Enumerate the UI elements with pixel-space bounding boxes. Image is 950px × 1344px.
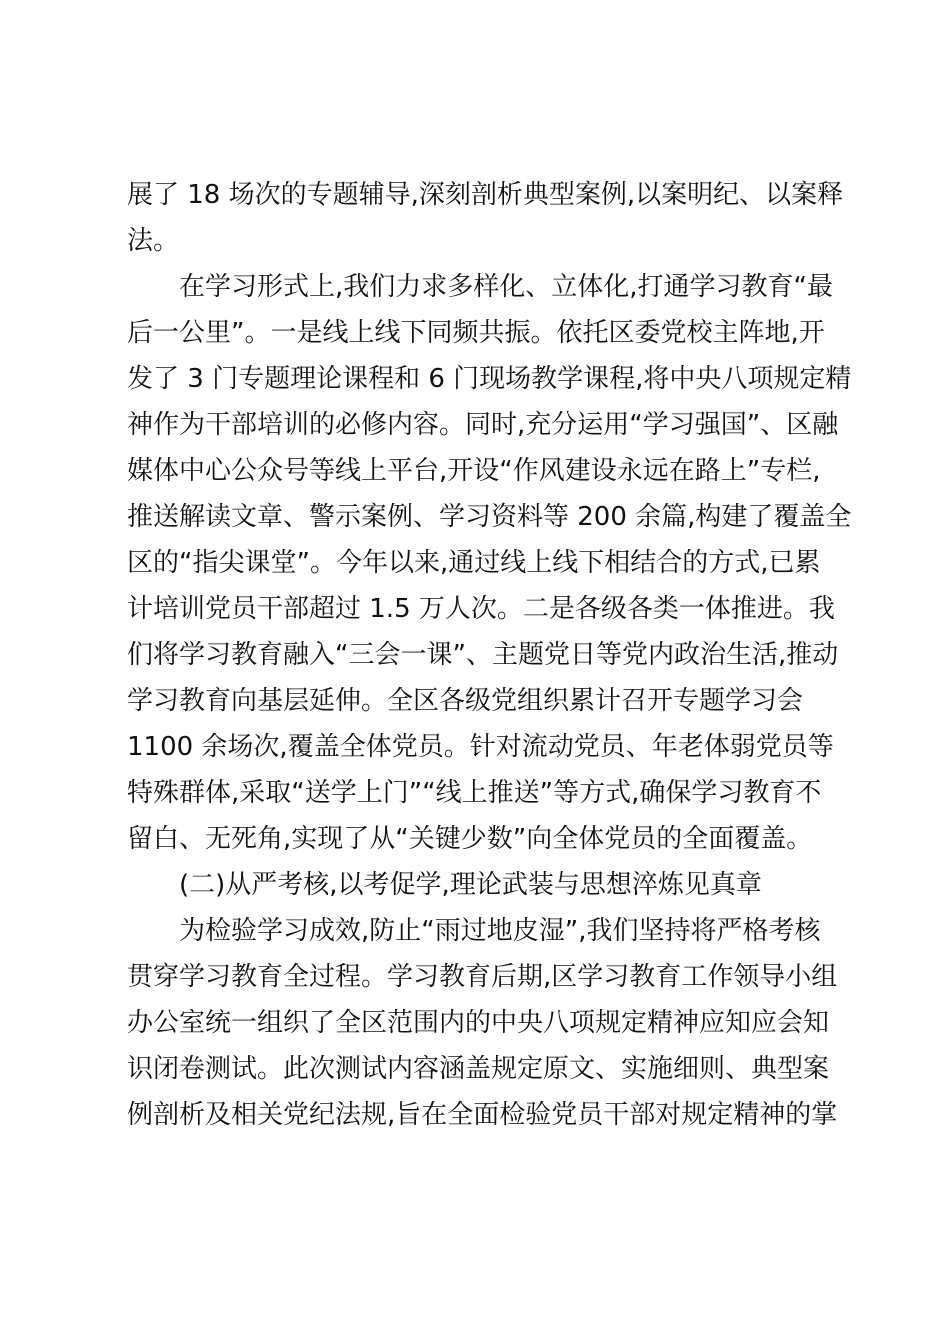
text-line: 后一公里”。一是线上线下同频共振。依托区委党校主阵地,开: [127, 318, 825, 348]
text-line: 留白、无死角,实现了从“关键少数”向全体党员的全面覆盖。: [127, 824, 813, 854]
text-line: 们将学习教育融入“三会一课”、主题党日等党内政治生活,推动: [127, 640, 839, 670]
text-line: 特殊群体,采取“送学上门”“线上推送”等方式,确保学习教育不: [127, 778, 822, 808]
text-line: 发了 3 门专题理论课程和 6 门现场教学课程,将中央八项规定精: [127, 364, 852, 394]
text-line: 在学习形式上,我们力求多样化、立体化,打通学习教育“最: [179, 272, 833, 302]
text-line: 神作为干部培训的必修内容。同时,充分运用“学习强国”、区融: [127, 410, 839, 440]
text-line: 贯穿学习教育全过程。学习教育后期,区学习教育工作领导小组: [127, 962, 838, 992]
text-line: 法。: [127, 226, 180, 256]
text-line: 展了 18 场次的专题辅导,深刻剖析典型案例,以案明纪、以案释: [127, 180, 844, 210]
text-line: 学习教育向基层延伸。全区各级党组织累计召开专题学习会: [127, 686, 804, 716]
document-body: [127, 172, 852, 1138]
text-line: 识闭卷测试。此次测试内容涵盖规定原文、实施细则、典型案: [127, 1054, 830, 1084]
text-line: 区的“指尖课堂”。今年以来,通过线上线下相结合的方式,已累: [127, 548, 821, 578]
text-line: 为检验学习成效,防止“雨过地皮湿”,我们坚持将严格考核: [179, 916, 821, 946]
text-line: 1100 余场次,覆盖全体党员。针对流动党员、年老体弱党员等: [127, 732, 834, 762]
text-line: 例剖析及相关党纪法规,旨在全面检验党员干部对规定精神的掌: [127, 1100, 838, 1130]
section-heading: (二)从严考核,以考促学,理论武装与思想淬炼见真章: [179, 870, 762, 900]
text-line: 计培训党员干部超过 1.5 万人次。二是各级各类一体推进。我: [127, 594, 835, 624]
text-line: 推送解读文章、警示案例、学习资料等 200 余篇,构建了覆盖全: [127, 502, 852, 532]
text-line: 办公室统一组织了全区范围内的中央八项规定精神应知应会知: [127, 1008, 830, 1038]
text-line: 媒体中心公众号等线上平台,开设“作风建设永远在路上”专栏,: [127, 456, 821, 486]
